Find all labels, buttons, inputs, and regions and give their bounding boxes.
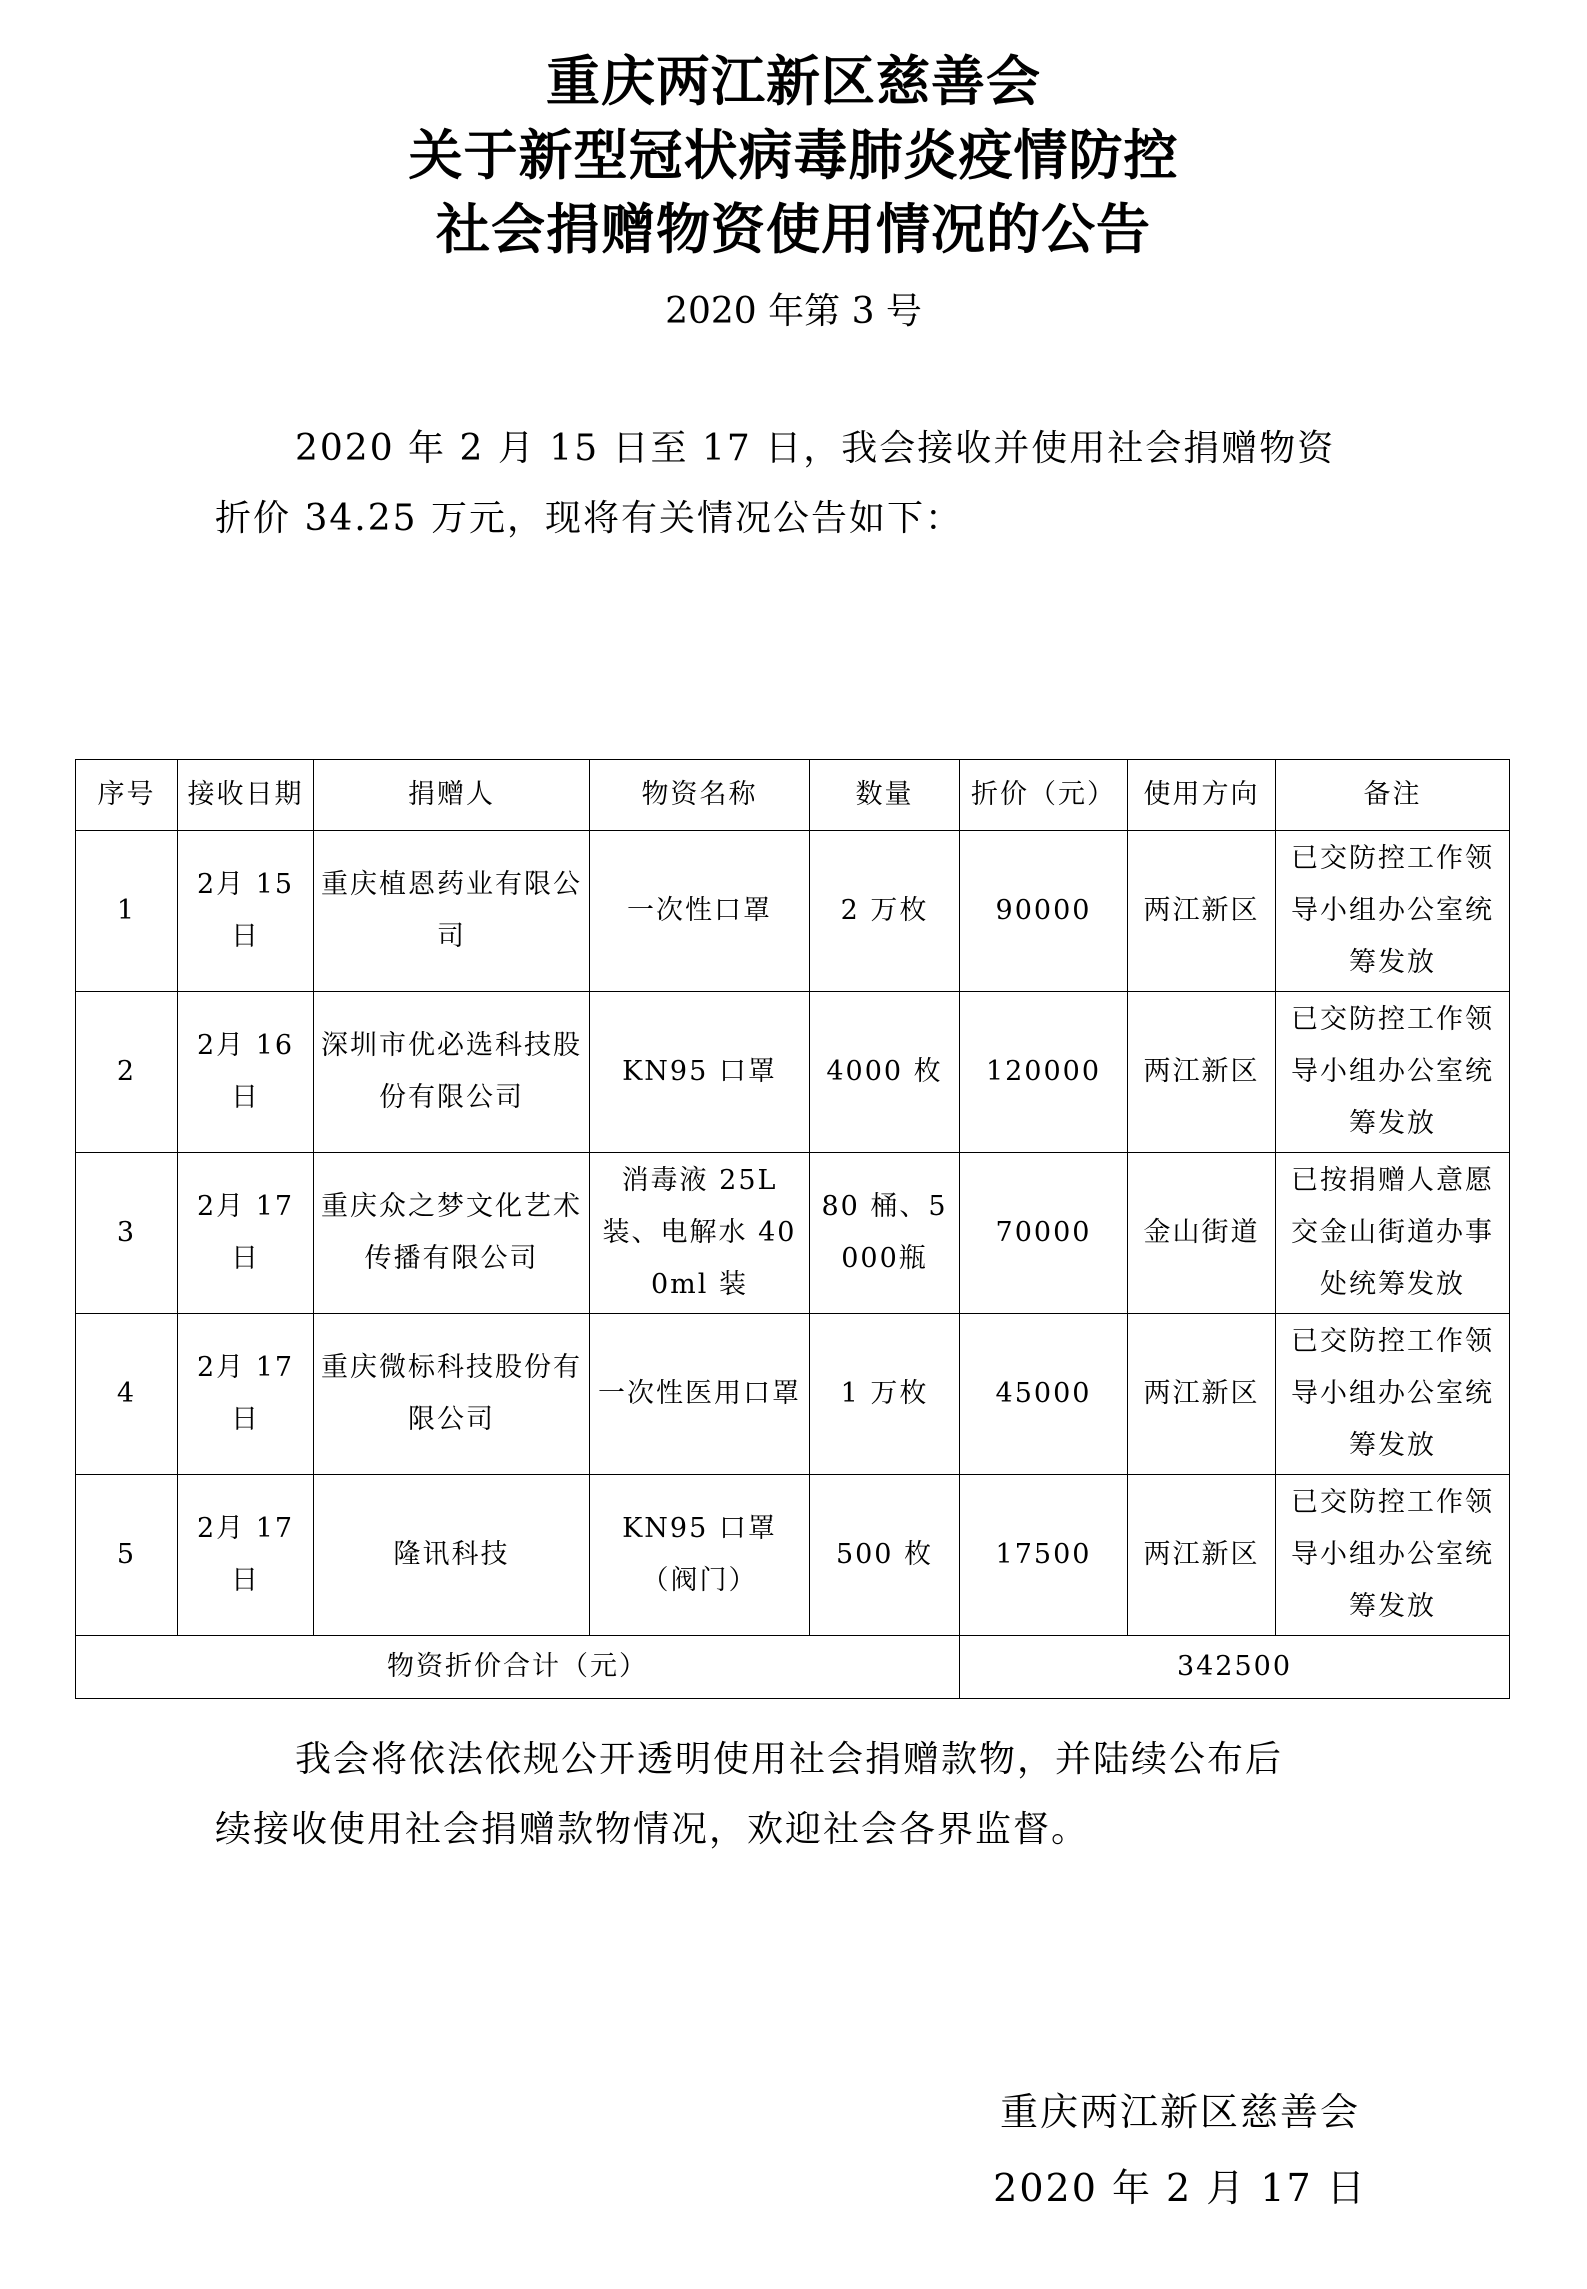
closing-line-1: 我会将依法依规公开透明使用社会捐赠款物，并陆续公布后: [295, 1739, 1284, 1780]
cell-qty: 2 万枚: [810, 831, 960, 992]
cell-remark: 已按捐赠人意愿交金山街道办事处统筹发放: [1276, 1153, 1510, 1314]
donation-table: [75, 759, 1510, 1699]
cell-no: 1: [76, 831, 178, 992]
table-row: [76, 1475, 1510, 1636]
title-line-2: 关于新型冠状病毒肺炎疫情防控: [408, 124, 1179, 187]
cell-value: 90000: [960, 831, 1128, 992]
cell-date: 2月 17 日: [178, 1314, 314, 1475]
cell-no: 4: [76, 1314, 178, 1475]
title-line-1: 重庆两江新区慈善会: [546, 50, 1041, 113]
cell-remark: 已交防控工作领导小组办公室统筹发放: [1276, 831, 1510, 992]
cell-remark: 已交防控工作领导小组办公室统筹发放: [1276, 1475, 1510, 1636]
cell-remark: 已交防控工作领导小组办公室统筹发放: [1276, 992, 1510, 1153]
cell-donor: 隆讯科技: [314, 1475, 590, 1636]
cell-donor: 重庆众之梦文化艺术传播有限公司: [314, 1153, 590, 1314]
cell-usage: 两江新区: [1128, 1475, 1276, 1636]
cell-date: 2月 17 日: [178, 1475, 314, 1636]
header-cell: 备注: [1276, 760, 1510, 831]
cell-qty: 500 枚: [810, 1475, 960, 1636]
cell-value: 17500: [960, 1475, 1128, 1636]
cell-donor: 重庆微标科技股份有限公司: [314, 1314, 590, 1475]
cell-remark: 已交防控工作领导小组办公室统筹发放: [1276, 1314, 1510, 1475]
closing-paragraph: [215, 1725, 1395, 1865]
total-row: [76, 1636, 1510, 1699]
total-value: 342500: [960, 1636, 1510, 1699]
header-cell: 数量: [810, 760, 960, 831]
table-row: [76, 992, 1510, 1153]
signature-date: 2020 年 2 月 17 日: [993, 2166, 1367, 2210]
table-row: [76, 1314, 1510, 1475]
cell-value: 120000: [960, 992, 1128, 1153]
cell-value: 70000: [960, 1153, 1128, 1314]
title-line-3: 社会捐赠物资使用情况的公告: [436, 198, 1151, 261]
cell-usage: 两江新区: [1128, 1314, 1276, 1475]
cell-usage: 金山街道: [1128, 1153, 1276, 1314]
intro-paragraph: [215, 414, 1395, 554]
header-cell: 使用方向: [1128, 760, 1276, 831]
header-cell: 物资名称: [590, 760, 810, 831]
cell-no: 3: [76, 1153, 178, 1314]
cell-item: 一次性口罩: [590, 831, 810, 992]
cell-donor: 重庆植恩药业有限公司: [314, 831, 590, 992]
cell-item: 一次性医用口罩: [590, 1314, 810, 1475]
cell-no: 5: [76, 1475, 178, 1636]
header-cell: 序号: [76, 760, 178, 831]
cell-usage: 两江新区: [1128, 992, 1276, 1153]
header-cell: 捐赠人: [314, 760, 590, 831]
closing-line-2: 续接收使用社会捐赠款物情况，欢迎社会各界监督。: [215, 1809, 1090, 1850]
cell-no: 2: [76, 992, 178, 1153]
cell-date: 2月 17 日: [178, 1153, 314, 1314]
cell-item: KN95 口罩: [590, 992, 810, 1153]
cell-qty: 80 桶、5000瓶: [810, 1153, 960, 1314]
cell-donor: 深圳市优必选科技股份有限公司: [314, 992, 590, 1153]
header-cell: 接收日期: [178, 760, 314, 831]
table-row: [76, 1153, 1510, 1314]
cell-item: KN95 口罩（阀门）: [590, 1475, 810, 1636]
cell-item: 消毒液 25L 装、电解水 400ml 装: [590, 1153, 810, 1314]
header-cell: 折价（元）: [960, 760, 1128, 831]
cell-usage: 两江新区: [1128, 831, 1276, 992]
table-header-row: [76, 760, 1510, 831]
cell-value: 45000: [960, 1314, 1128, 1475]
table-row: [76, 831, 1510, 992]
intro-line-2: 折价 34.25 万元，现将有关情况公告如下：: [215, 498, 963, 539]
total-label: 物资折价合计（元）: [76, 1636, 960, 1699]
cell-date: 2月 15 日: [178, 831, 314, 992]
document-number: 2020 年第 3 号: [665, 291, 922, 332]
cell-qty: 4000 枚: [810, 992, 960, 1153]
cell-qty: 1 万枚: [810, 1314, 960, 1475]
cell-date: 2月 16 日: [178, 992, 314, 1153]
signature-organization: 重庆两江新区慈善会: [999, 2090, 1360, 2134]
intro-line-1: 2020 年 2 月 15 日至 17 日，我会接收并使用社会捐赠物资: [295, 428, 1336, 469]
